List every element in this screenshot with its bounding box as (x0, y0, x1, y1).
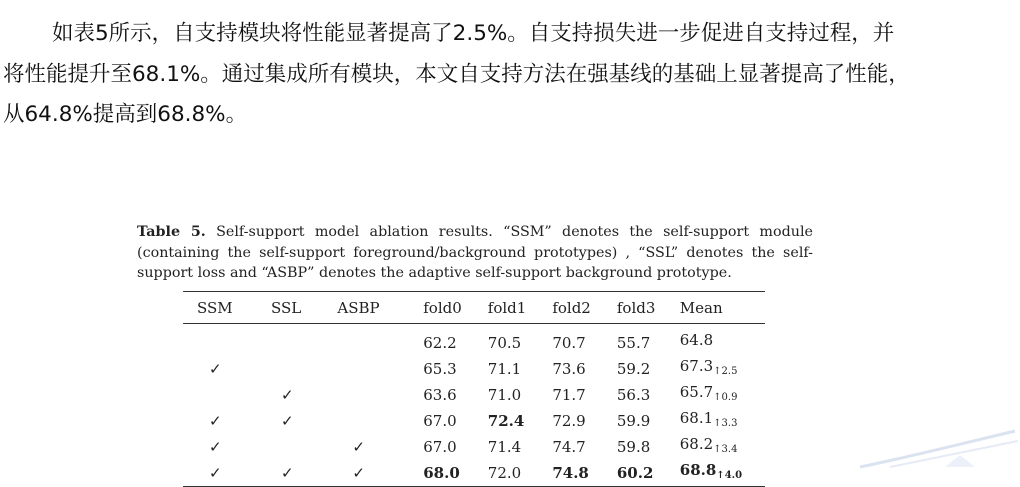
cell-fold3: 59.2 (616, 359, 651, 378)
cell-asbp: ✓ (352, 437, 365, 456)
cell-fold1: 71.1 (487, 359, 522, 378)
cell-fold1: 71.4 (487, 437, 522, 456)
cell-fold0: 65.3 (423, 359, 457, 378)
mean-delta: ↑4.0 (716, 470, 743, 481)
mean-delta: ↑3.3 (713, 418, 738, 429)
cell-fold3: 60.2 (616, 463, 654, 482)
cell-fold2: 73.6 (552, 359, 586, 378)
cell-mean (680, 434, 765, 460)
cell-fold2: 70.7 (552, 333, 586, 352)
mean-value: 64.8 (679, 331, 714, 349)
mean-delta: ↑0.9 (713, 392, 738, 403)
caption-label: Table 5. (137, 224, 206, 240)
cell-asbp: ✓ (352, 463, 365, 482)
cell-mean (680, 324, 765, 357)
table-row (183, 460, 765, 487)
cell-fold2: 72.9 (552, 411, 586, 430)
table-row (183, 408, 765, 434)
cell-ssm: ✓ (209, 359, 222, 378)
mean-value: 68.1 (679, 409, 714, 427)
cell-ssm (183, 382, 271, 408)
cell-ssl (271, 434, 337, 460)
mean-delta: ↑2.5 (713, 366, 738, 377)
cell-fold0: 67.0 (423, 411, 457, 430)
cell-fold1: 71.0 (487, 385, 522, 404)
cell-fold2: 74.7 (552, 437, 586, 456)
cell-ssl: ✓ (280, 411, 294, 430)
cell-ssl (271, 356, 337, 382)
cell-mean (680, 382, 765, 408)
cell-fold3: 59.9 (616, 411, 651, 430)
mean-value: 65.7 (679, 383, 714, 401)
cell-asbp (337, 356, 423, 382)
cell-mean (680, 356, 765, 382)
table-row (183, 382, 765, 408)
header-fold3: fold3 (616, 298, 656, 317)
cell-ssm: ✓ (209, 411, 222, 430)
table-row (183, 324, 765, 357)
header-ssl: SSL (270, 298, 302, 317)
table-caption (137, 222, 813, 284)
header-ssm: SSM (197, 298, 233, 317)
watermark-decoration (850, 429, 1020, 469)
mean-delta: ↑3.4 (713, 444, 738, 455)
cell-ssm: ✓ (209, 437, 222, 456)
mean-value: 67.3 (679, 357, 714, 375)
cell-fold3: 59.8 (616, 437, 651, 456)
paragraph-line-1: 如表5所示，自支持模块将性能显著提高了2.5%。自支持损失进一步促进自支持过程，并 (52, 21, 895, 46)
paragraph-line-2: 将性能提升至68.1%。通过集成所有模块，本文自支持方法在强基线的基础上显著提高了性能， (3, 61, 910, 87)
header-asbp: ASBP (337, 298, 380, 317)
cell-ssl (271, 324, 337, 357)
cell-fold2: 74.8 (552, 463, 589, 482)
ablation-table (183, 291, 765, 487)
cell-ssm (183, 324, 271, 357)
cell-asbp (337, 408, 423, 434)
cell-fold1: 72.4 (487, 411, 525, 430)
cell-asbp (337, 382, 423, 408)
table-row (183, 356, 765, 382)
cell-fold1: 72.0 (487, 463, 522, 482)
cell-fold3: 56.3 (616, 385, 651, 404)
table-header-row (183, 292, 765, 324)
cell-fold2: 71.7 (552, 385, 586, 404)
cell-fold0: 67.0 (423, 437, 457, 456)
cell-ssl: ✓ (280, 385, 294, 404)
mean-value: 68.2 (679, 435, 714, 453)
cell-fold0: 62.2 (423, 333, 457, 352)
cell-ssl: ✓ (280, 463, 294, 482)
cell-fold3: 55.7 (616, 333, 651, 352)
cell-fold1: 70.5 (487, 333, 522, 352)
caption-text: Self-support model ablation results. “SSM” denotes the self-support module (containing the self-support foreground/background prototypes) , “SSL” denotes the self-support loss and “ASBP” denotes the adaptive self-support background prototype. (137, 224, 813, 281)
header-fold2: fold2 (552, 298, 591, 317)
body-paragraph (3, 14, 1013, 136)
header-mean: Mean (679, 298, 723, 317)
mean-value: 68.8 (679, 461, 717, 479)
table-row (183, 434, 765, 460)
cell-asbp (337, 324, 423, 357)
header-fold1: fold1 (487, 298, 527, 317)
cell-mean (680, 460, 765, 487)
cell-fold0: 63.6 (423, 385, 457, 404)
paragraph-line-3: 从64.8%提高到68.8%。 (3, 102, 248, 127)
cell-ssm: ✓ (209, 463, 222, 482)
header-fold0: fold0 (423, 298, 462, 317)
cell-mean (680, 408, 765, 434)
cell-fold0: 68.0 (423, 463, 460, 482)
